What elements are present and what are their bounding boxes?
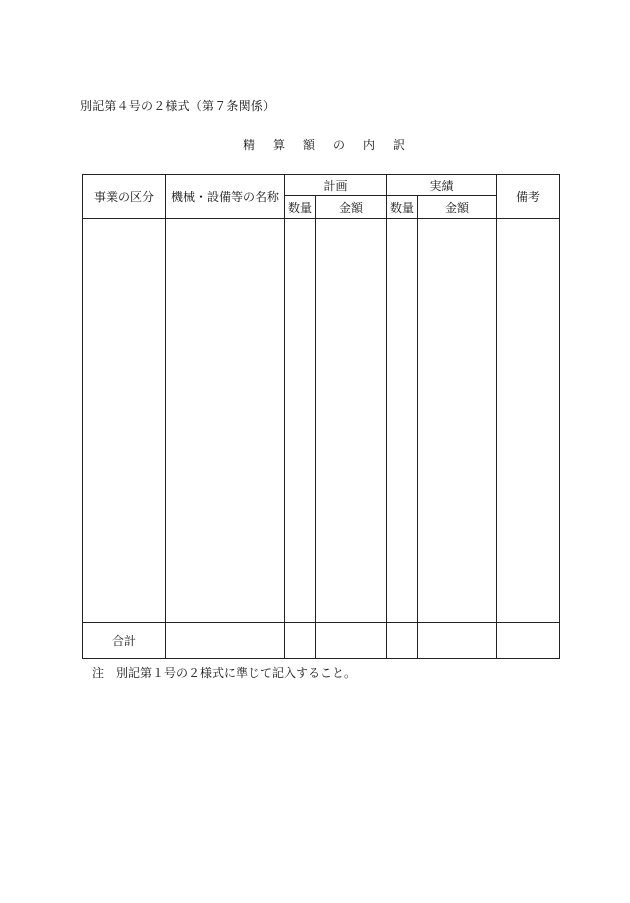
header-actual-amount: 金額 [418,196,497,219]
header-equipment-name: 機械・設備等の名称 [166,175,285,219]
total-actual-quantity-cell[interactable] [387,623,418,659]
total-label: 合計 [83,623,166,659]
header-category: 事業の区分 [83,175,166,219]
total-plan-amount-cell[interactable] [316,623,387,659]
header-actual: 実績 [387,175,497,196]
header-plan-quantity: 数量 [285,196,316,219]
breakdown-table [82,174,560,659]
footnote-mark: 注 [92,666,105,680]
entry-row [83,219,560,623]
header-actual-quantity: 数量 [387,196,418,219]
total-row [83,623,560,659]
entry-actual-amount-cell[interactable] [418,219,497,623]
footnote [92,664,356,681]
header-row-1 [83,175,560,196]
footnote-text: 別記第１号の２様式に準じて記入すること。 [116,666,357,680]
form-number: 別記第４号の２様式（第７条関係） [80,99,276,113]
total-remarks-cell[interactable] [497,623,560,659]
header-plan-amount: 金額 [316,196,387,219]
total-plan-quantity-cell[interactable] [285,623,316,659]
entry-plan-quantity-cell[interactable] [285,219,316,623]
document-title: 精算額の内訳 [242,138,423,152]
total-equipment-name-cell[interactable] [166,623,285,659]
entry-actual-quantity-cell[interactable] [387,219,418,623]
entry-equipment-name-cell[interactable] [166,219,285,623]
entry-plan-amount-cell[interactable] [316,219,387,623]
header-remarks: 備考 [497,175,560,219]
total-actual-amount-cell[interactable] [418,623,497,659]
entry-category-cell[interactable] [83,219,166,623]
entry-remarks-cell[interactable] [497,219,560,623]
header-plan: 計画 [285,175,387,196]
